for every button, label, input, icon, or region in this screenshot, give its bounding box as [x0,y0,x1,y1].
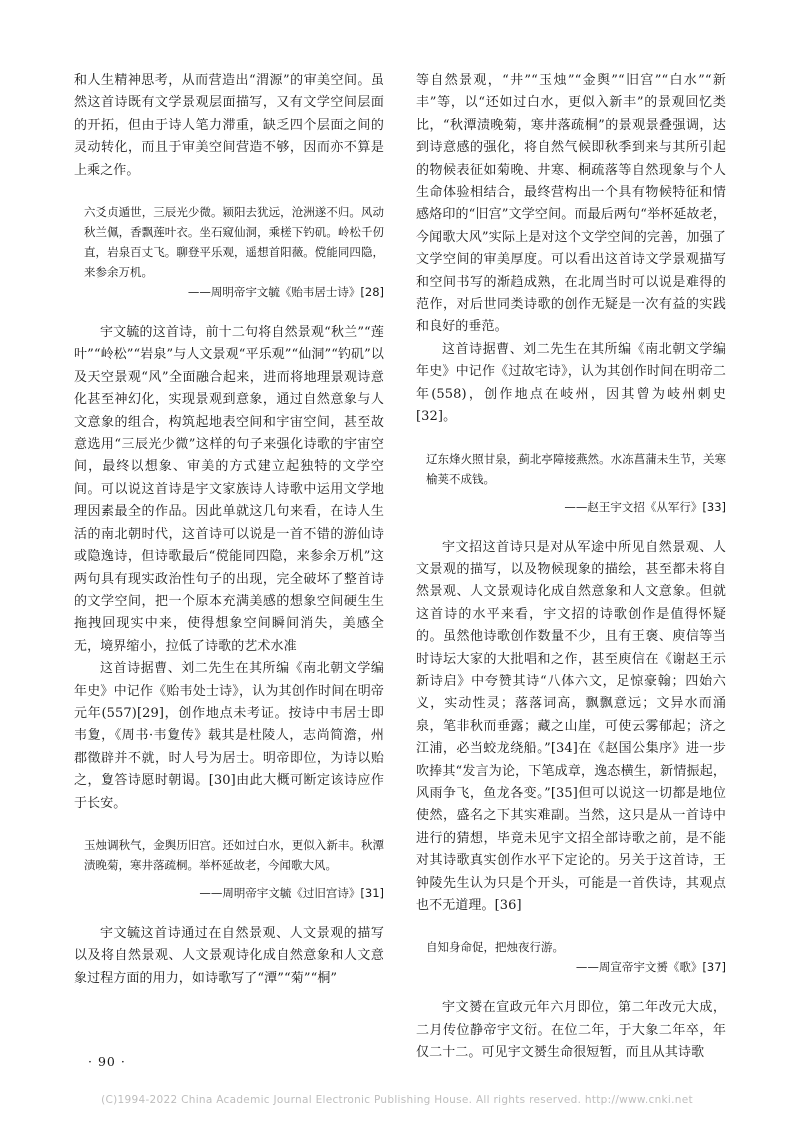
body-paragraph: 这首诗据曹、刘二先生在其所编《南北朝文学编年史》中记作《过故宅诗》，认为其创作时间在明帝二年(558)，创作地点在岐州，因其曾为岐州刺史[32]。 [416,341,726,425]
copyright-footer: (C)1994-2022 China Academic Journal Electronic Publishing House. All rights reserved. http://www.cnki.net [101,1094,693,1106]
poem-quote: 辽东烽火照甘泉，蓟北亭障接燕然。水冻菖蒲未生节，关寒榆荚不成钱。 [426,451,726,486]
body-paragraph: 宇文毓的这首诗，前十二句将自然景观“秋兰”“莲叶”“岭松”“岩泉”与人文景观“平乐观”“仙洞”“钓矶”以及天空景观“风”全面融合起来，进而将地理景观诗意化甚至神幻化，实现景观到意象，通过自然意象与人文意象的组合，构筑起地表空间和宇宙空间，甚至故意选用“三辰光少微”这样的句子来强化诗歌的宇宙空间，最终以想象、审美的方式建立起独特的文学空间。可以说这首诗是宇文家族诗人诗歌中运用文学地理因素最全的作品。因此单就这几句来看，在诗人生活的南北朝时代，这首诗可以说是一首不错的游仙诗或隐逸诗，但诗歌最后“傥能同四隐，来参余万机”这两句具有现实政治性句子的出现，完全破坏了整首诗的文学空间，把一个原本充满美感的想象空间硬生生拖拽回现实中来，使得想象空间瞬间消失，美感全无，境界缩小，拉低了诗歌的艺术水准 [74,325,385,654]
body-paragraph: 宇文招这首诗只是对从军途中所见自然景观、人文景观的描写，以及物候现象的描绘，甚至都未将自然景观、人文景观诗化成自然意象和人文意象。但就这首诗的水平来看，宇文招的诗歌创作是值得怀疑的。虽然他诗歌创作数量不少，且有王褒、庾信等当时诗坛大家的大批唱和之作，甚至庾信在《谢赵王示新诗启》中夸赞其诗“八体六文，足惊豪翰；四始六义，实动性灵；落落词高，飘飘意远；文异水而涌泉，笔非秋而垂露；藏之山崖，可使云雾郁起；济之江浦，必当蛟龙绕船。”[34]在《赵国公集序》进一步吹捧其“发言为论，下笔成章，逸态横生，新情振起，风雨争飞，鱼龙各变。”[35]但可以说这一切都是地位使然，盛名之下其实难副。当然，这只是从一首诗中进行的猜想，毕竟未见宇文招全部诗歌之前，是不能对其诗歌真实创作水平下定论的。另关于这首诗，王钟陵先生认为只是个开头，可能是一首佚诗，其观点也不无道理。[36] [416,539,726,913]
poem-attribution: ——周宣帝宇文赟《歌》[37] [575,960,726,975]
body-paragraph: 这首诗据曹、刘二先生在其所编《南北朝文学编年史》中记作《贻韦处士诗》，认为其创作时间在明帝元年(557)[29]，创作地点未考证。按诗中韦居士即韦夐，《周书·韦夐传》载其是杜陵人，志尚简澹，州郡徵辟并不就，时人号为居士。明帝即位，为诗以贻之，夐答诗愿时朝谒。[30]由此大概可断定该诗应作于长安。 [74,661,384,811]
body-paragraph: 和人生精神思考，从而营造出“渭源”的审美空间。虽然这首诗既有文学景观层面描写，又有文学空间层面的开拓，但由于诗人笔力滞重，缺乏四个层面之间的灵动转化，而且于审美空间营造不够，因而亦不算是上乘之作。 [74,73,384,178]
poem-quote: 玉烛调秋气，金舆历旧宫。还如过白水，更似入新丰。秋潭渍晚菊，寒井落疏桐。举杯延故老，今闻歌大风。 [84,837,384,872]
poem-quote: 六爻贞遁世，三辰光少微。颍阳去犹远，沧洲遂不归。风动秋兰佩，香飘莲叶衣。坐石窥仙洞，乘槎下钓矶。岭松千仞直，岩泉百丈飞。聊登平乐观，遥想首阳薇。傥能同四隐，来参余万机。 [84,205,384,280]
poem-quote: 自知身命促，把烛夜行游。 [426,940,564,955]
poem-attribution: ——赵王宇文招《从军行》[33] [564,499,726,514]
right-column [416,70,726,1065]
page-number: · 90 · [88,1054,126,1069]
body-paragraph: 宇文毓这首诗通过在自然景观、人文景观的描写以及将自然景观、人文景观诗化成自然意象和人文意象过程方面的用力，如诗歌写了“潭”“菊”“桐” [74,925,384,986]
left-column [74,70,384,990]
body-paragraph: 等自然景观，“井”“玉烛”“金舆”“旧宫”“白水”“新丰”等，以“还如过白水，更似入新丰”的景观回忆类比，“秋潭渍晚菊，寒井落疏桐”的景观景叠强调，达到诗意感的强化，将自然气候即秋季到来与其所引起的物候表征如菊晚、井寒、桐疏落等自然现象与个人生命体验相结合，最终营构出一个具有物候特征和情感烙印的“旧宫”文学空间。而最后两句“举杯延故老，今闻歌大风”实际上是对这个文学空间的完善，加强了文学空间的审美厚度。可以看出这首诗文学景观描写和空间书写的渐趋成熟，在北周当时可以说是难得的范作，对后世同类诗歌的创作无疑是一次有益的实践和良好的垂范。 [416,73,726,335]
poem-attribution: ——周明帝宇文毓《贻韦居士诗》[28] [187,285,384,300]
body-paragraph: 宇文赟在宣政元年六月即位，第二年改元大成，二月传位静帝宇文衍。在位二年，于大象二年卒，年仅二十二。可见宇文赟生命很短暂，而且从其诗歌 [416,1000,726,1061]
poem-attribution: ——周明帝宇文毓《过旧宫诗》[31] [199,885,384,900]
